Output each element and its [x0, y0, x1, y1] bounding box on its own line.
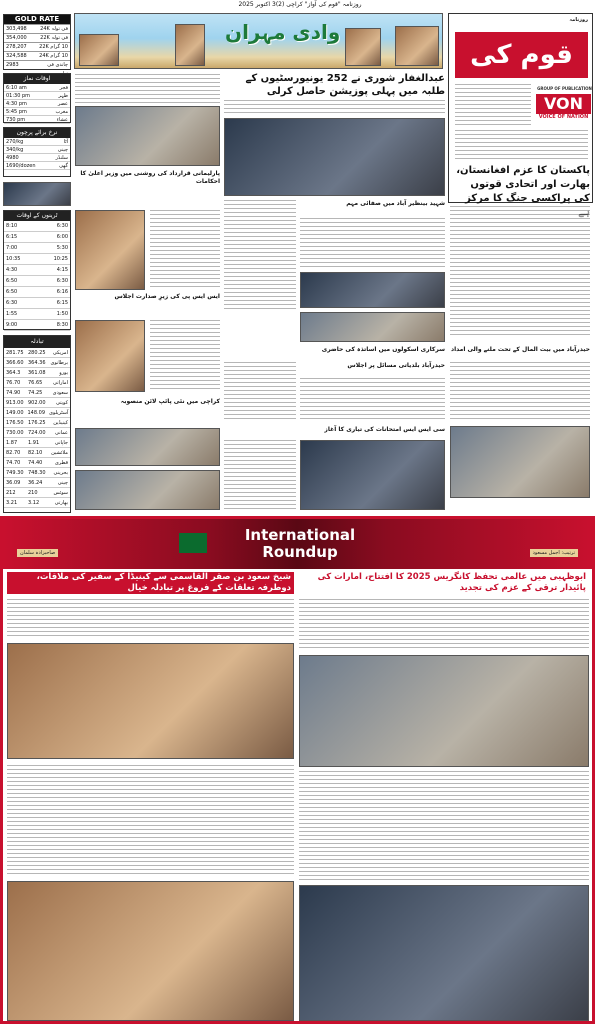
train-departure: 5:30	[56, 245, 68, 251]
masthead-headline: پاکستان کا عزم افغانستان، بھارت اور اتحادی قوتوں کی پراکسی جنگ کا مرکز	[456, 165, 590, 204]
gold-label: 10 گرام 22K	[39, 44, 68, 50]
gold-value: 324,588	[6, 53, 27, 59]
train-departure: 6:30	[56, 278, 68, 284]
currency-buy: 749.30	[6, 470, 24, 476]
gold-value: 354,000	[6, 35, 27, 41]
prayer-name: مغرب	[55, 109, 68, 115]
price-list-title: نرخ برائے پرچون	[4, 128, 70, 138]
prayer-name: عصر	[57, 101, 68, 107]
author-tag-left: صاحبزادہ سلمان	[17, 549, 58, 557]
international-story-text	[7, 765, 294, 875]
lead-subheadline-text	[224, 100, 445, 114]
train-departure: 6:30	[56, 223, 68, 229]
congress-opening-photo	[299, 655, 589, 767]
story-headline: پارلیمانی قرارداد کی روشنی میں وزیر اعلیٰ کا احکامات	[80, 170, 220, 185]
currency-label: بحرینی	[53, 470, 68, 476]
currency-row	[4, 468, 70, 478]
masthead	[448, 13, 593, 203]
train-row	[4, 309, 70, 320]
currency-sell: 1.91	[28, 440, 40, 446]
crowd-photo	[450, 426, 590, 498]
currency-buy: 74.70	[6, 460, 21, 466]
train-row	[4, 276, 70, 287]
train-arrival: 6:15	[6, 234, 18, 240]
gold-label: فی تولہ 24K	[40, 26, 68, 32]
gold-row	[4, 24, 70, 33]
train-row	[4, 243, 70, 254]
lead-headline: عبدالغفار شوری نے 252 یونیورسٹیوں کے طلبہ میں پہلی پوزیشن حاصل کرلی	[245, 73, 445, 97]
story-text	[150, 210, 220, 290]
story-headline: ایس ایس پی کی زیرِ صدارت اجلاس	[114, 293, 220, 300]
prayer-time: 5:45 pm	[6, 109, 27, 115]
story-text	[300, 378, 445, 422]
train-departure: 6:16	[56, 289, 68, 295]
train-arrival: 8:10	[6, 223, 18, 229]
currency-buy: 364.3	[6, 370, 21, 376]
currency-label: برطانوی	[50, 360, 68, 366]
story-text	[450, 362, 590, 422]
train-times-title: ٹرینوں کے اوقات	[4, 211, 70, 221]
train-arrival: 10:35	[6, 256, 21, 262]
gold-row	[4, 60, 70, 69]
train-arrival: 9:00	[6, 322, 18, 328]
gold-value: 303,498	[6, 26, 27, 32]
currency-label: عمانی	[55, 430, 68, 436]
masthead-story-text	[450, 206, 590, 336]
currency-buy: 74.90	[6, 390, 21, 396]
currency-buy: 3.21	[6, 500, 18, 506]
currency-row	[4, 368, 70, 378]
price-row	[4, 146, 70, 154]
price-value: 4980	[6, 155, 19, 161]
train-arrival: 4:30	[6, 267, 18, 273]
currency-label: یورو	[59, 370, 68, 376]
currency-sell: 361.08	[28, 370, 46, 376]
banner-people-image	[345, 28, 381, 66]
gold-row	[4, 42, 70, 51]
currency-row	[4, 428, 70, 438]
currency-row	[4, 408, 70, 418]
international-title	[225, 527, 375, 561]
gold-value: 2983	[6, 62, 19, 68]
international-left-headline: شیخ سعود بن صقر القاسمی سے کینیڈا کے سفیر کی ملاقات، دوطرفہ تعلقات کے فروغ پر تبادلہ خیال	[7, 572, 294, 594]
currency-buy: 212	[6, 490, 16, 496]
international-banner	[3, 519, 592, 569]
price-row	[4, 138, 70, 146]
gold-value: 278,207	[6, 44, 27, 50]
train-departure: 10:25	[53, 256, 68, 262]
ambassador-meeting-photo	[7, 643, 294, 759]
train-arrival: 6:50	[6, 278, 18, 284]
currency-row	[4, 418, 70, 428]
currency-label: امریکی	[52, 350, 68, 356]
currency-buy: 76.70	[6, 380, 21, 386]
train-departure: 4:15	[56, 267, 68, 273]
masthead-info-text	[455, 84, 531, 126]
currency-row	[4, 388, 70, 398]
train-arrival: 1:55	[6, 311, 18, 317]
story-headline: سی ایس ایس امتحانات کی تیاری کا آغاز	[324, 426, 445, 433]
prayer-row	[4, 108, 70, 116]
train-row	[4, 265, 70, 276]
prayer-row	[4, 116, 70, 124]
currency-sell: 210	[28, 490, 38, 496]
currency-buy: 730.00	[6, 430, 24, 436]
prayer-name: ظہر	[58, 93, 68, 99]
currency-sell: 148.09	[27, 410, 45, 416]
story-headline: سرکاری اسکولوں میں اساتذہ کی حاضری	[321, 346, 445, 353]
currency-row	[4, 378, 70, 388]
gold-rate-title: GOLD RATE	[4, 15, 70, 24]
currency-sell: 36.24	[28, 480, 43, 486]
banner-figure-image	[79, 34, 119, 66]
currency-label: بھارتی	[54, 500, 68, 506]
international-story-text	[299, 771, 589, 881]
ambassador-group-photo	[7, 881, 294, 1021]
prayer-row	[4, 100, 70, 108]
price-value: 340/kg	[6, 147, 24, 153]
currency-buy: 366.60	[6, 360, 24, 366]
story-headline: شہید بینظیر آباد میں صفائی مہم	[346, 200, 445, 207]
currency-row	[4, 478, 70, 488]
story-headline: کراچی میں نئی پائپ لائن منصوبہ	[120, 398, 220, 405]
group-photo	[300, 440, 445, 510]
price-item: چینی	[57, 147, 68, 153]
congress-audience-photo	[299, 885, 589, 1021]
prayer-times-title: اوقات نماز	[4, 74, 70, 84]
international-title-line2: Roundup	[262, 543, 338, 561]
currency-sell: 76.65	[28, 380, 43, 386]
currency-row	[4, 398, 70, 408]
pakistan-flag-icon	[179, 533, 207, 553]
currency-row	[4, 448, 70, 458]
currency-label: سوئس	[53, 490, 68, 496]
train-row	[4, 232, 70, 243]
currency-row	[4, 348, 70, 358]
train-row	[4, 320, 70, 331]
story-text	[224, 200, 296, 310]
story-headline: حیدرآباد میں بیت المال کے تحت ملنے والی امداد	[451, 346, 590, 353]
newspaper-logo: قوم کی	[455, 32, 588, 78]
award-ceremony-photo	[224, 118, 445, 196]
currency-buy: 82.70	[6, 450, 21, 456]
meeting-photo	[75, 106, 220, 166]
group-label: GROUP OF PUBLICATION	[537, 86, 592, 91]
date-line: روزنامہ "قوم کی آواز" کراچی (2)3 اکتوبر 2025	[238, 1, 362, 8]
gold-row	[4, 33, 70, 42]
currency-label: چینی	[57, 480, 68, 486]
currency-sell: 280.25	[28, 350, 46, 356]
prayer-row	[4, 84, 70, 92]
currency-sell: 364.36	[28, 360, 46, 366]
train-arrival: 6:30	[6, 300, 18, 306]
price-row	[4, 154, 70, 162]
international-story-text	[299, 599, 589, 651]
train-departure: 1:50	[56, 311, 68, 317]
price-list-box	[3, 127, 71, 177]
gold-label: چاندی فی	[47, 62, 68, 68]
train-times-box	[3, 210, 71, 330]
story-text	[75, 74, 220, 104]
currency-title: تبادلہ	[4, 336, 70, 348]
portraits-photo	[300, 272, 445, 308]
prayer-name: فجر	[59, 85, 68, 91]
price-item: گھی	[59, 163, 68, 169]
currency-row	[4, 358, 70, 368]
train-image	[3, 182, 71, 206]
story-text	[150, 320, 220, 392]
train-departure: 8:30	[56, 322, 68, 328]
currency-box	[3, 335, 71, 513]
currency-label: جاپانی	[54, 440, 68, 446]
von-subtitle: VOICE OF NATION	[538, 114, 589, 120]
gold-label: فی تولہ 22K	[40, 35, 68, 41]
price-item: آٹا	[63, 139, 68, 145]
currency-label: آسٹریلوی	[49, 410, 69, 416]
currency-sell: 902.00	[28, 400, 46, 406]
price-value: 1690/dozen	[6, 163, 36, 169]
currency-row	[4, 438, 70, 448]
banner-temple-image	[395, 26, 439, 66]
gold-label: 10 گرام 24K	[39, 53, 68, 59]
international-story-text	[7, 599, 294, 639]
prayer-time: 6:10 am	[6, 85, 27, 91]
currency-sell: 3.12	[28, 500, 40, 506]
portrait-photo	[75, 210, 145, 290]
currency-sell: 748.30	[28, 470, 46, 476]
currency-buy: 281.75	[6, 350, 24, 356]
train-arrival: 6:50	[6, 289, 18, 295]
currency-label: اماراتی	[53, 380, 68, 386]
banner-title: وادی مہران	[225, 20, 341, 44]
train-arrival: 7:00	[6, 245, 18, 251]
story-text	[224, 362, 296, 422]
building-photo	[300, 312, 445, 342]
international-right-headline: ابوظہبی میں عالمی تحفظ کانگریس 2025 کا افتتاح، امارات کی پائیدار ترقی کے عزم کی تجدید	[299, 572, 589, 594]
train-row	[4, 298, 70, 309]
currency-sell: 724.00	[28, 430, 46, 436]
von-logo-box	[536, 94, 591, 124]
price-row	[4, 162, 70, 170]
prayer-time: 4:30 pm	[6, 101, 27, 107]
currency-label: قطری	[54, 460, 68, 466]
prayer-time: 730 pm	[6, 117, 26, 123]
price-value: 270/kg	[6, 139, 24, 145]
masthead-address-text	[455, 130, 588, 160]
currency-row	[4, 458, 70, 468]
prayer-name: عشاء	[56, 117, 68, 123]
train-departure: 6:15	[56, 300, 68, 306]
currency-row	[4, 498, 70, 508]
train-row	[4, 287, 70, 298]
story-headline: حیدرآباد بلدیاتی مسائل پر اجلاس	[347, 362, 445, 369]
train-departure: 6:00	[56, 234, 68, 240]
office-photo	[75, 470, 220, 510]
international-section	[0, 516, 595, 1024]
currency-label: کویتی	[55, 400, 68, 406]
currency-buy: 36.09	[6, 480, 21, 486]
international-inner	[3, 519, 592, 1021]
prayer-time: 01:30 pm	[6, 93, 31, 99]
currency-sell: 74.25	[28, 390, 43, 396]
von-logo: VON	[536, 94, 591, 114]
price-item: سلنڈر	[55, 155, 68, 161]
currency-buy: 913.00	[6, 400, 24, 406]
banner-monument-image	[175, 24, 205, 66]
prayer-row	[4, 92, 70, 100]
office-photo	[75, 428, 220, 466]
currency-row	[4, 488, 70, 498]
prayer-times-box	[3, 73, 71, 123]
currency-label: ملائشین	[51, 450, 68, 456]
currency-sell: 176.25	[28, 420, 46, 426]
currency-buy: 1.87	[6, 440, 18, 446]
currency-sell: 74.40	[28, 460, 43, 466]
portrait-photo	[75, 320, 145, 392]
culture-banner	[74, 13, 443, 69]
masthead-edition: روزنامہ	[569, 17, 588, 23]
story-text	[224, 440, 296, 510]
international-title-line1: International	[244, 526, 356, 544]
story-text	[300, 218, 445, 268]
train-row	[4, 221, 70, 232]
train-row	[4, 254, 70, 265]
gold-rate-box	[3, 14, 71, 70]
currency-buy: 176.50	[6, 420, 24, 426]
currency-buy: 149.00	[6, 410, 24, 416]
currency-label: سعودی	[52, 390, 68, 396]
gold-row	[4, 51, 70, 60]
currency-sell: 82.10	[28, 450, 43, 456]
currency-label: کینیڈین	[53, 420, 68, 426]
author-tag-right: ترتیب: اجمل مسعود	[530, 549, 578, 557]
